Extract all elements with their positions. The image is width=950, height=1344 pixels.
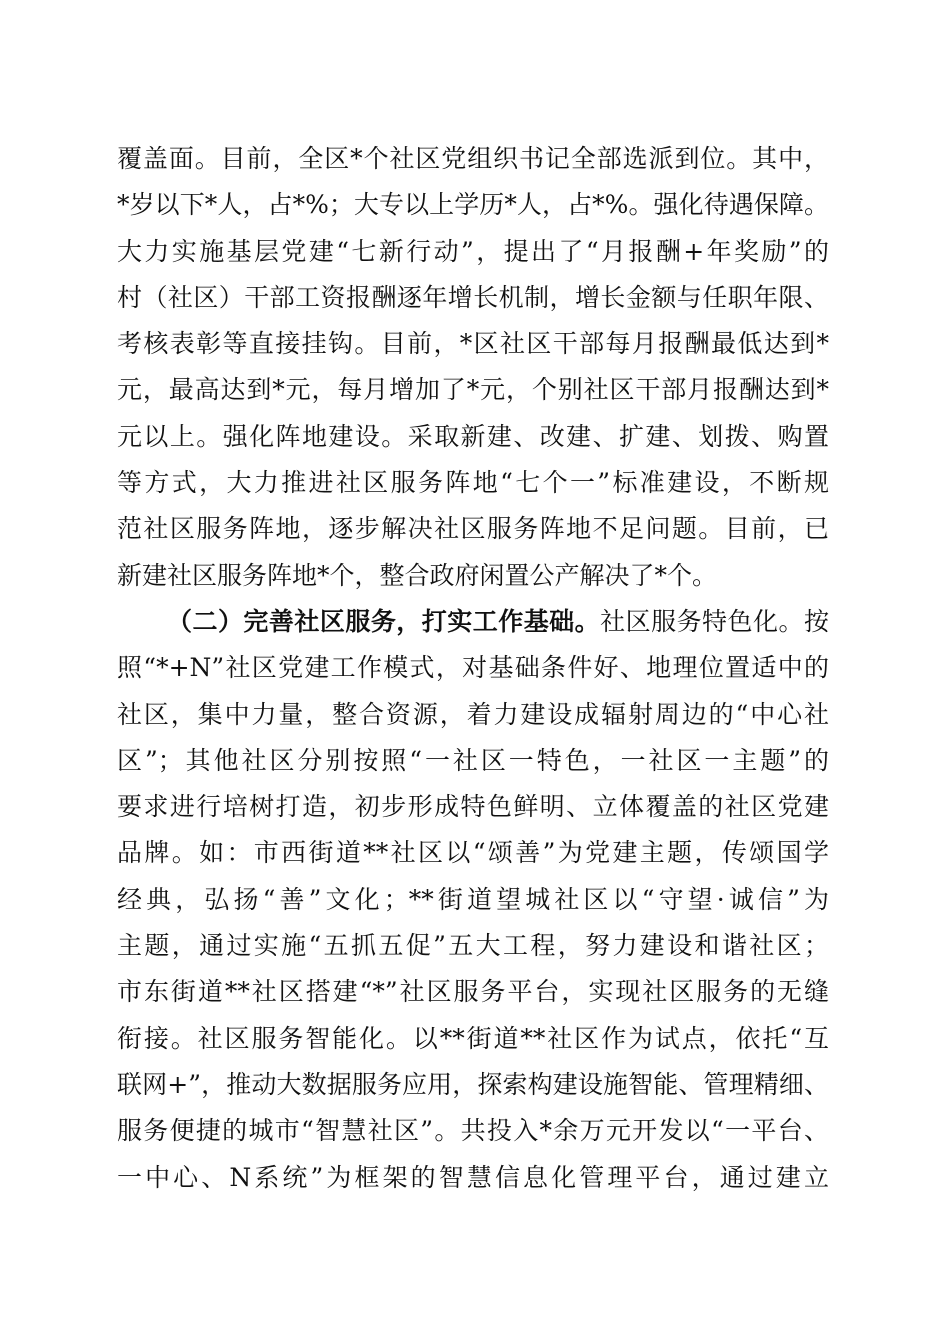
text-line: 要求进行培树打造，初步形成特色鲜明、立体覆盖的社区党建 bbox=[117, 792, 829, 822]
text-line: 品牌。如：市西街道**社区以“颂善”为党建主题，传颂国学 bbox=[117, 838, 829, 868]
text-line: 等方式，大力推进社区服务阵地“七个一”标准建设，不断规 bbox=[117, 468, 829, 498]
text-line: 一中心、N系统”为框架的智慧信息化管理平台，通过建立 bbox=[117, 1162, 829, 1192]
text-line: 考核表彰等直接挂钩。目前，*区社区干部每月报酬最低达到* bbox=[117, 329, 829, 359]
section-heading-rest: 社区服务特色化。按 bbox=[600, 606, 829, 636]
text-line: 社区，集中力量，整合资源，着力建设成辐射周边的“中心社 bbox=[117, 699, 829, 729]
text-line: 区”；其他社区分别按照“一社区一特色，一社区一主题”的 bbox=[117, 745, 829, 775]
text-line: 照“*+N”社区党建工作模式，对基础条件好、地理位置适中的 bbox=[117, 653, 829, 683]
text-line: 经典，弘扬“善”文化；**街道望城社区以“守望·诚信”为 bbox=[117, 884, 829, 914]
text-line: 联网+”，推动大数据服务应用，探索构建设施智能、管理精细、 bbox=[117, 1069, 829, 1099]
text-line: 大力实施基层党建“七新行动”，提出了“月报酬+年奖励”的 bbox=[117, 236, 829, 266]
text-line: 主题，通过实施“五抓五促”五大工程，努力建设和谐社区； bbox=[117, 931, 829, 961]
text-line: 覆盖面。目前，全区*个社区党组织书记全部选派到位。其中， bbox=[117, 144, 829, 173]
text-line: 衔接。社区服务智能化。以**街道**社区作为试点，依托“互 bbox=[117, 1023, 829, 1053]
section-heading-line bbox=[117, 599, 829, 645]
text-line: 范社区服务阵地，逐步解决社区服务阵地不足问题。目前，已 bbox=[117, 514, 829, 544]
text-line: 新建社区服务阵地*个，整合政府闲置公产解决了*个。 bbox=[117, 560, 718, 590]
section-heading: （二）完善社区服务，打实工作基础。 bbox=[167, 606, 601, 636]
text-line: 服务便捷的城市“智慧社区”。共投入*余万元开发以“一平台、 bbox=[117, 1116, 829, 1146]
text-line: 村（社区）干部工资报酬逐年增长机制，增长金额与任职年限、 bbox=[117, 282, 829, 312]
text-line: 市东街道**社区搭建“*”社区服务平台，实现社区服务的无缝 bbox=[117, 977, 829, 1007]
text-line: 元，最高达到*元，每月增加了*元，个别社区干部月报酬达到* bbox=[117, 375, 829, 405]
text-line: 元以上。强化阵地建设。采取新建、改建、扩建、划拨、购置 bbox=[117, 421, 829, 451]
body-text bbox=[117, 136, 829, 1201]
text-line: *岁以下*人，占*%；大专以上学历*人，占*%。强化待遇保障。 bbox=[117, 190, 829, 220]
